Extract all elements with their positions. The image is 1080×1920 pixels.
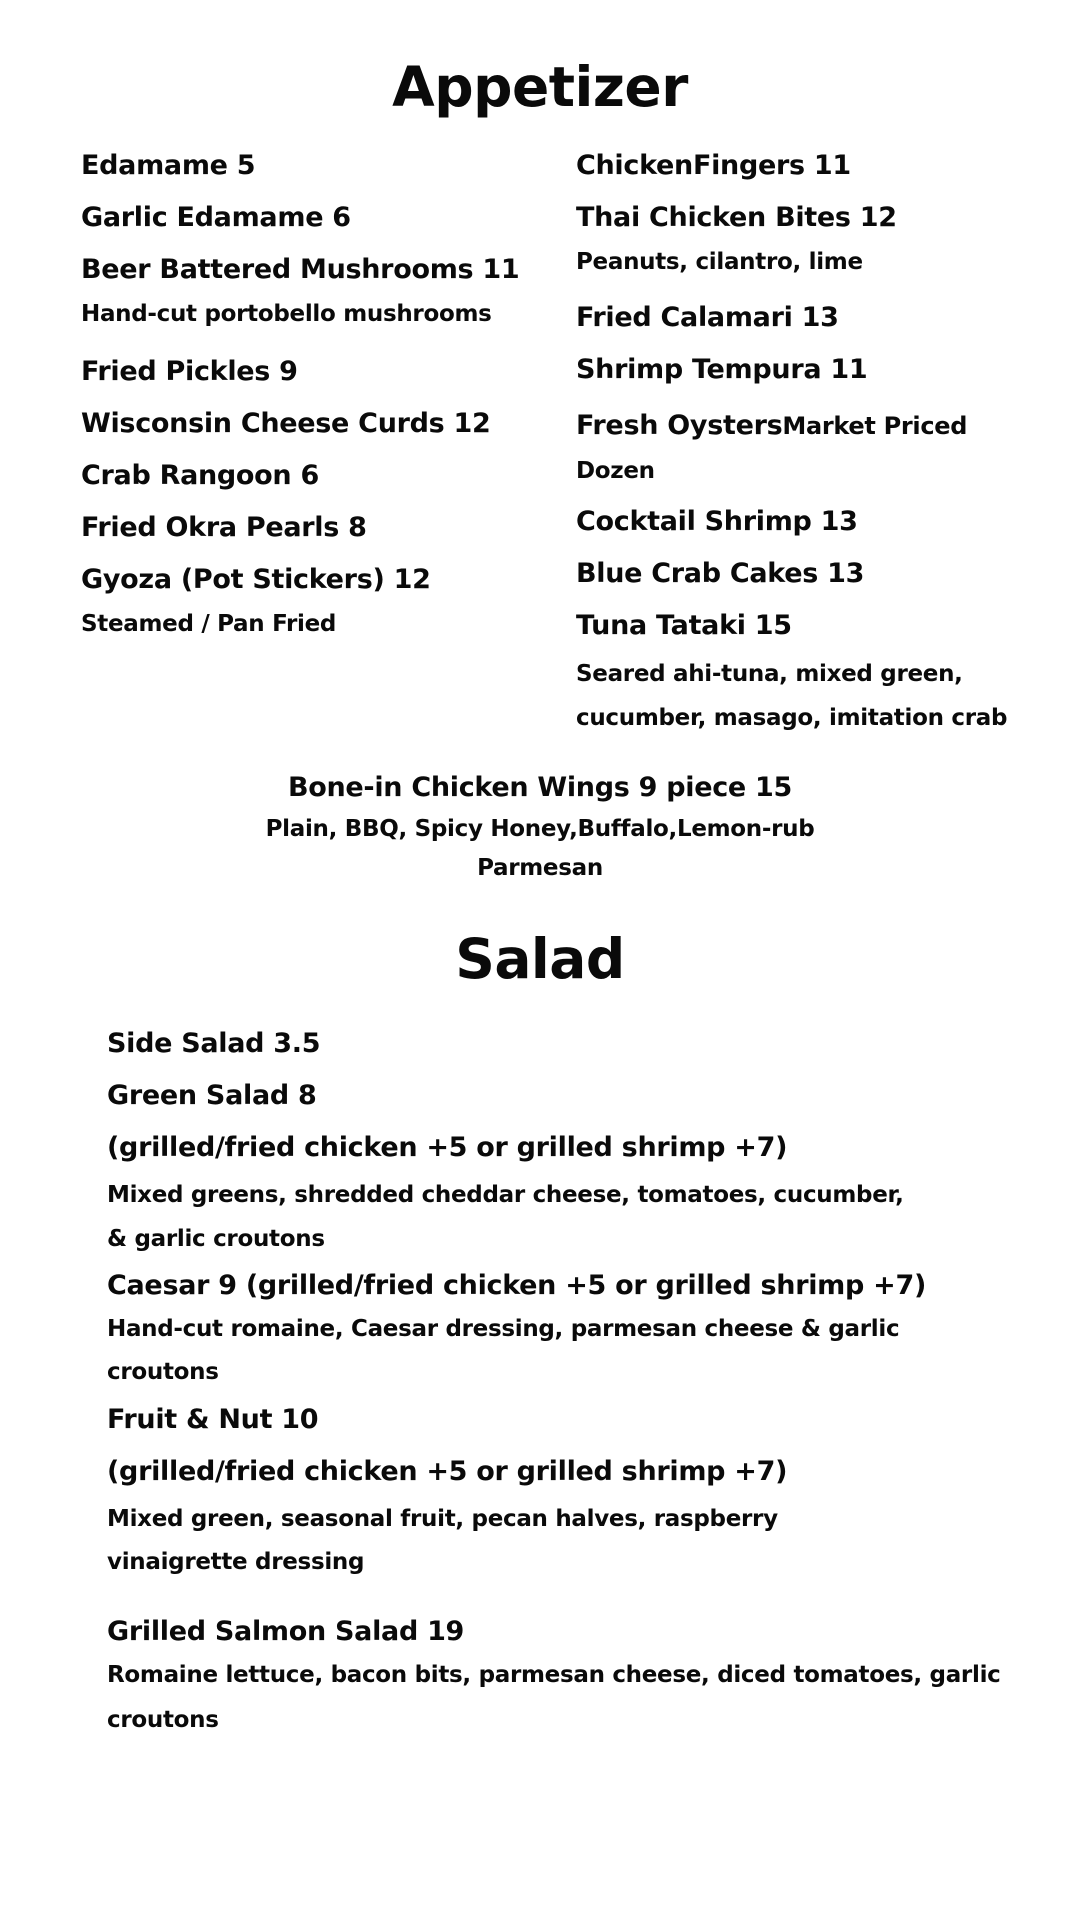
menu-item-caesar: Caesar 9 (grilled/fried chicken +5 or grilled shrimp +7) <box>107 1270 926 1301</box>
menu-item-grilled-salmon-salad: Grilled Salmon Salad 19 <box>107 1616 465 1647</box>
menu-item-description: Hand-cut romaine, Caesar dressing, parmesan cheese & garlic <box>107 1316 900 1342</box>
menu-item-description: croutons <box>107 1359 219 1385</box>
menu-item-description: cucumber, masago, imitation crab <box>576 705 1008 731</box>
menu-item-description: Parmesan <box>477 855 603 881</box>
menu-item-description: & garlic croutons <box>107 1226 325 1252</box>
menu-item-description: Mixed green, seasonal fruit, pecan halves, raspberry <box>107 1506 778 1532</box>
menu-item-description: Mixed greens, shredded cheddar cheese, tomatoes, cucumber, <box>107 1182 904 1208</box>
menu-item-fried-okra-pearls: Fried Okra Pearls 8 <box>81 512 367 543</box>
menu-item-green-salad: Green Salad 8 <box>107 1080 317 1111</box>
menu-item-cocktail-shrimp: Cocktail Shrimp 13 <box>576 506 858 537</box>
menu-item-description: Peanuts, cilantro, lime <box>576 249 863 275</box>
menu-item-tuna-tataki: Tuna Tataki 15 <box>576 610 792 641</box>
menu-item-garlic-edamame: Garlic Edamame 6 <box>81 202 351 233</box>
menu-item-description: Seared ahi-tuna, mixed green, <box>576 661 963 687</box>
menu-item-description: Dozen <box>576 458 655 484</box>
menu-item-description: Plain, BBQ, Spicy Honey,Buffalo,Lemon-rub <box>265 816 815 842</box>
item-name: Fresh Oysters <box>576 410 783 441</box>
menu-item-description: croutons <box>107 1707 219 1733</box>
menu-item-beer-battered-mushrooms: Beer Battered Mushrooms 11 <box>81 254 520 285</box>
menu-item-fruit-and-nut: Fruit & Nut 10 <box>107 1404 319 1435</box>
appetizer-heading: Appetizer <box>392 55 688 119</box>
menu-item-blue-crab-cakes: Blue Crab Cakes 13 <box>576 558 865 589</box>
menu-item-fried-calamari: Fried Calamari 13 <box>576 302 839 333</box>
menu-item-addon-note: (grilled/fried chicken +5 or grilled shrimp +7) <box>107 1456 788 1487</box>
menu-item-fresh-oysters <box>576 412 967 439</box>
menu-item-fried-pickles: Fried Pickles 9 <box>81 356 298 387</box>
menu-item-thai-chicken-bites: Thai Chicken Bites 12 <box>576 202 897 233</box>
menu-item-description: vinaigrette dressing <box>107 1549 365 1575</box>
menu-item-chicken-fingers: ChickenFingers 11 <box>576 150 851 181</box>
menu-item-crab-rangoon: Crab Rangoon 6 <box>81 460 319 491</box>
price-note: Market Priced <box>782 412 968 440</box>
menu-item-side-salad: Side Salad 3.5 <box>107 1028 321 1059</box>
menu-item-edamame: Edamame 5 <box>81 150 256 181</box>
menu-item-chicken-wings: Bone-in Chicken Wings 9 piece 15 <box>287 772 793 803</box>
menu-item-gyoza: Gyoza (Pot Stickers) 12 <box>81 564 431 595</box>
menu-item-description: Romaine lettuce, bacon bits, parmesan cheese, diced tomatoes, garlic <box>107 1662 1001 1688</box>
menu-item-description: Hand-cut portobello mushrooms <box>81 301 492 327</box>
menu-item-description: Steamed / Pan Fried <box>81 611 337 637</box>
menu-item-shrimp-tempura: Shrimp Tempura 11 <box>576 354 868 385</box>
menu-item-addon-note: (grilled/fried chicken +5 or grilled shrimp +7) <box>107 1132 788 1163</box>
menu-item-cheese-curds: Wisconsin Cheese Curds 12 <box>81 408 491 439</box>
salad-heading: Salad <box>455 927 625 991</box>
